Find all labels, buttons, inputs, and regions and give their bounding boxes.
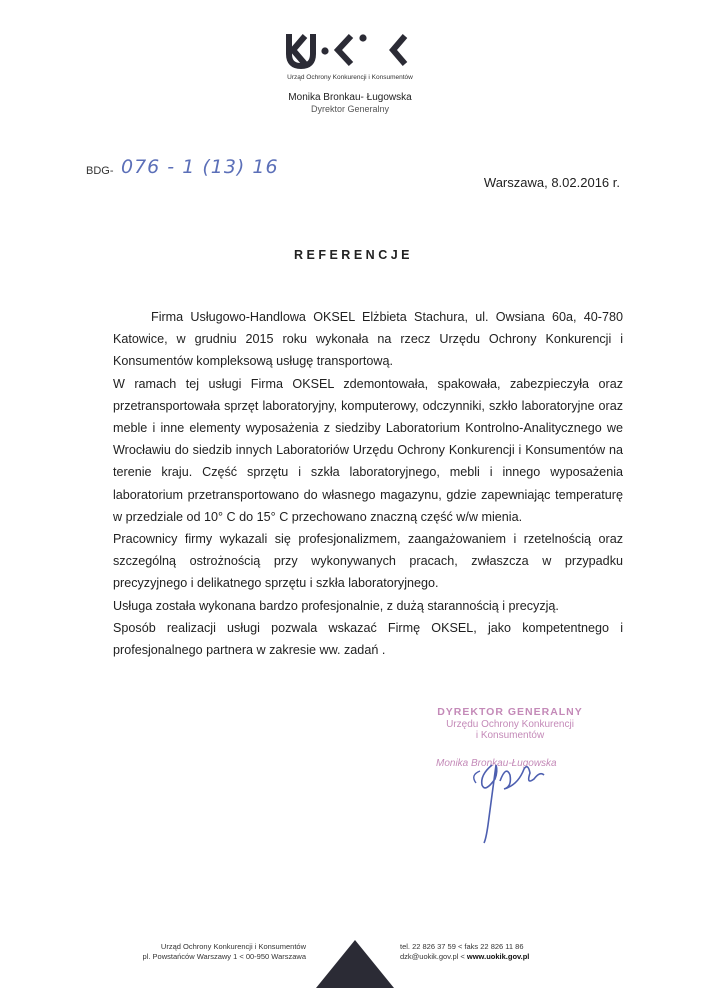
logo-caption: Urząd Ochrony Konkurencji i Konsumentów: [287, 74, 413, 81]
letter-date: Warszawa, 8.02.2016 r.: [483, 175, 620, 190]
footer-phone: tel. 22 826 37 59 < faks 22 826 11 86: [400, 942, 524, 951]
letter-body: [113, 306, 623, 661]
stamp-office-cont: i Konsumentów: [475, 730, 545, 741]
paragraph: Sposób realizacji usługi pozwala wskazać Firmę OKSEL, jako kompetentnego i profesjonalnego partnera w zakresie ww. zadań .: [113, 620, 623, 658]
director-role: Dyrektor Generalny: [310, 104, 390, 114]
stamp-title: DYREKTOR GENERALNY: [437, 706, 583, 718]
reference-handwritten: 076 - 1 (13) 16: [121, 156, 279, 178]
reference-prefix: BDG-: [86, 165, 114, 177]
paragraph: Usługa została wykonana bardzo profesjonalnie, z dużą starannością i precyzją.: [113, 598, 559, 613]
footer-org-name: Urząd Ochrony Konkurencji i Konsumentów: [160, 942, 306, 951]
handwritten-signature: [440, 735, 580, 845]
footer-website[interactable]: www.uokik.gov.pl: [466, 952, 530, 961]
letter-title: REFERENCJE: [293, 248, 414, 262]
uokik-logo: [285, 30, 410, 78]
paragraph: W ramach tej usługi Firma OKSEL zdemontowała, spakowała, zabezpieczyła oraz przetransportowała sprzęt laboratoryjny, komputerowy, odczynniki, szkło laboratoryjne oraz meble i inne elementy wyposażenia z siedziby Laboratorium Kontrolno-Analitycznego we Wrocławiu do siedzib innych Laboratoriów Urzędu Ochrony Konkurencji i Konsumentów na terenie kraju. Część sprzętu i szkła laboratoryjnego, mebli i innego wyposażenia laboratorium przetransportowano do własnego magazynu, gdzie zapewniając temperaturę w przedziale od 10° C do 15° C przechowano znaczną część w/w mienia.: [113, 376, 623, 524]
director-name: Monika Bronkau- Ługowska: [288, 92, 412, 103]
footer-contact: [400, 942, 600, 962]
footer-street: pl. Powstańców Warszawy 1 < 00-950 Warszawa: [142, 952, 306, 961]
footer-triangle-mark: [316, 940, 394, 988]
stamp-office: Urzędu Ochrony Konkurencji: [446, 719, 574, 730]
paragraph: Firma Usługowo-Handlowa OKSEL Elżbieta Stachura, ul. Owsiana 60a, 40-780 Katowice, w grudniu 2015 roku wykonała na rzecz Urzędu Ochrony Konkurencji i Konsumentów kompleksową usługę transportową.: [113, 310, 623, 369]
stamp-name: Monika Bronkau-Ługowska: [436, 758, 557, 769]
paragraph: Pracownicy firmy wykazali się profesjonalizmem, zaangażowaniem i rzetelnością oraz szczególną ostrożnością przy wykonywanych pracach, zwłaszcza w przypadku precyzyjnego i delikatnego sprzętu i szkła laboratoryjnego.: [113, 532, 623, 591]
footer-email[interactable]: dzk@uokik.gov.pl <: [400, 952, 467, 961]
footer-address: [100, 942, 306, 962]
